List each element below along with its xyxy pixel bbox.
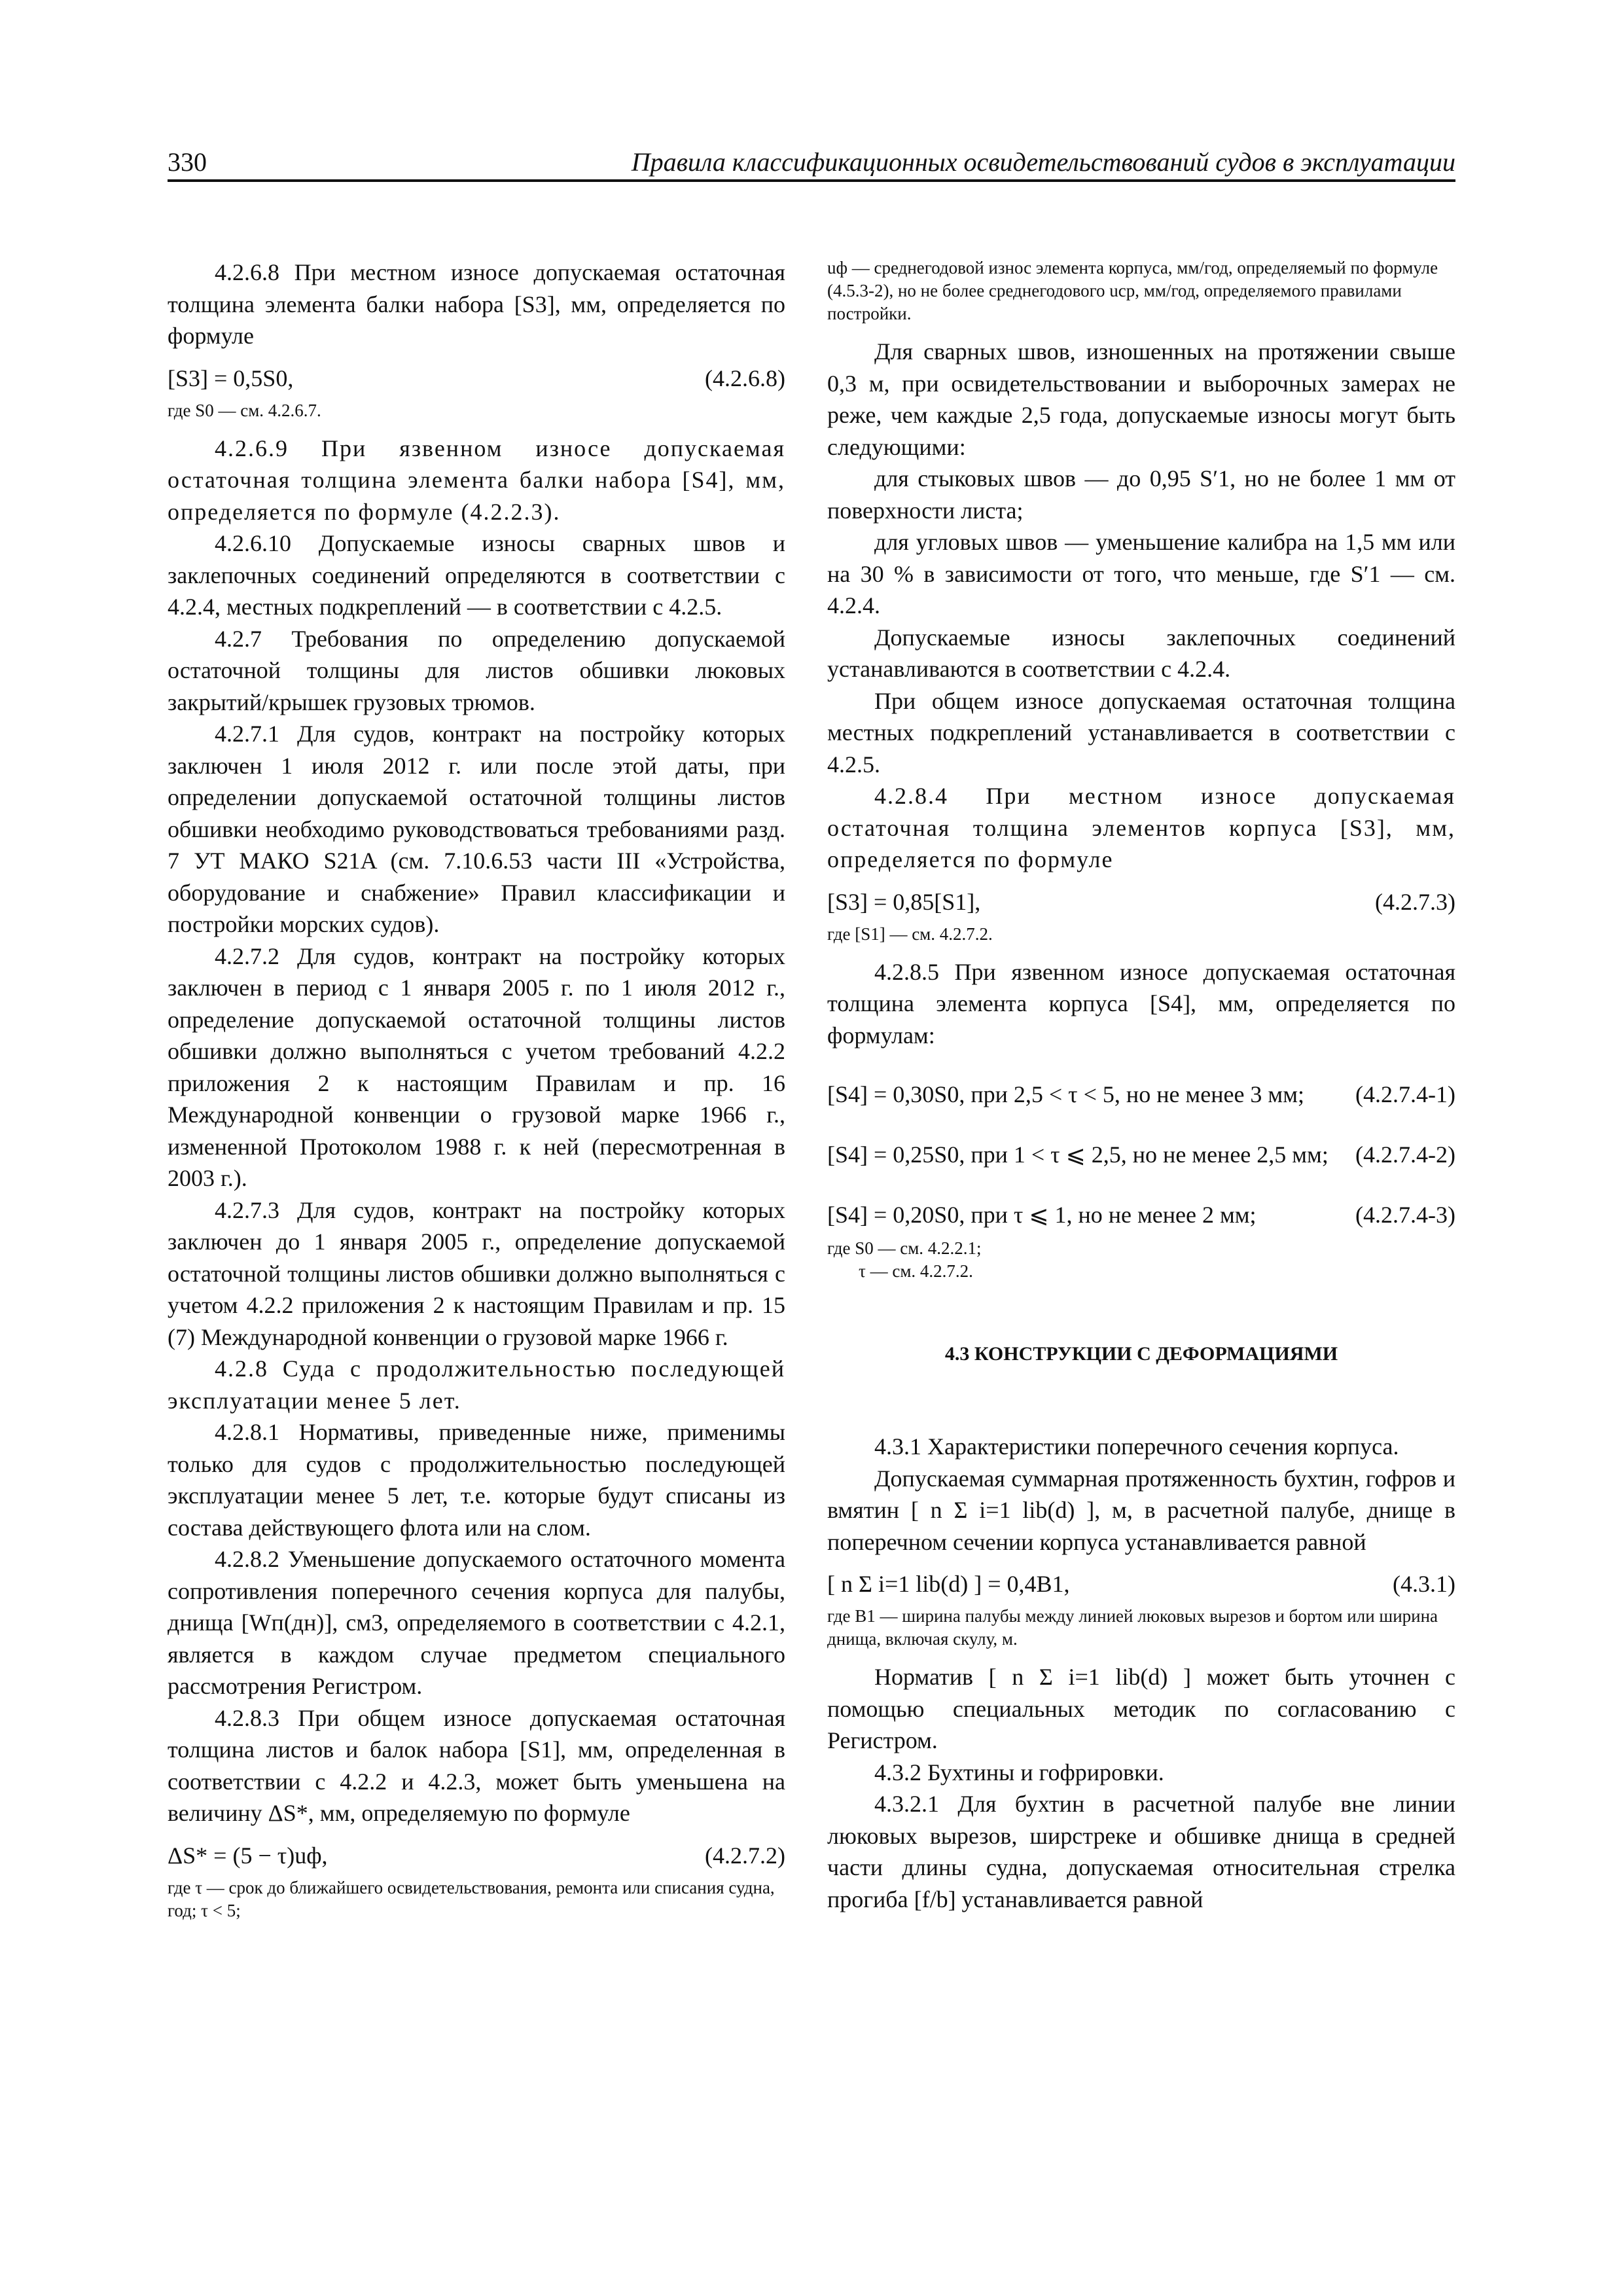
para-4-2-8-2: 4.2.8.2 Уменьшение допускаемого остаточного момента сопротивления поперечного сечения корпуса для палубы, днища [Wп(дн)], см3, определяемого в соответствии с 4.2.1, является в каждом случае предметом специального рассмотрения Регистром. bbox=[168, 1546, 785, 1699]
formula-expression: [S4] = 0,20S0, при τ ⩽ 1, но не менее 2 мм; bbox=[827, 1202, 1257, 1228]
formula-expression: [S3] = 0,5S0, bbox=[168, 365, 294, 391]
formula-4-2-7-4-3 bbox=[827, 1198, 1455, 1232]
para-4-2-7-1: 4.2.7.1 Для судов, контракт на постройку которых заключен 1 июля 2012 г. или после этой даты, при определении допускаемой остаточной толщины листов обшивки необходимо руководствоваться требованиями разд. 7 УТ МАКО S21A (см. 7.10.6.53 части III «Устройства, оборудование и снабжение» Правил классификации и постройки морских судов). bbox=[168, 721, 785, 937]
note-4-2-7-4-b: τ — см. 4.2.7.2. bbox=[859, 1261, 973, 1281]
para-local-stiffeners: При общем износе допускаемая остаточная толщина местных подкреплений устанавливается в соответствии с 4.2.5. bbox=[827, 687, 1455, 778]
para-4-2-7: 4.2.7 Требования по определению допускаемой остаточной толщины для листов обшивки люковых закрытий/крышек грузовых трюмов. bbox=[168, 625, 785, 715]
para-4-2-8-5: 4.2.8.5 При язвенном износе допускаемая остаточная толщина элемента корпуса [S4], мм, определяется по формулам: bbox=[827, 958, 1455, 1049]
note-4-2-7-2: где τ — срок до ближайшего освидетельствования, ремонта или списания судна, год; τ < 5; bbox=[168, 1877, 775, 1920]
note-4-3-1: где B1 — ширина палубы между линией люковых вырезов и бортом или ширина днища, включая скулу, м. bbox=[827, 1606, 1438, 1649]
para-butt-welds: для стыковых швов — до 0,95 S′1, но не более 1 мм от поверхности листа; bbox=[827, 465, 1455, 524]
para-4-2-8: 4.2.8 Суда с продолжительностью последующей эксплуатации менее 5 лет. bbox=[168, 1355, 785, 1414]
note-4-2-7-4-a: где S0 — см. 4.2.2.1; bbox=[827, 1238, 982, 1258]
para-4-2-6-8: 4.2.6.8 При местном износе допускаемая остаточная толщина элемента балки набора [S3], мм, определяется по формуле bbox=[168, 259, 785, 349]
note-u-f: uф — среднегодовой износ элемента корпуса, мм/год, определяемый по формуле (4.5.3-2), но не более среднегодового uср, мм/год, определяемого правилами постройки. bbox=[827, 258, 1438, 323]
formula-4-2-7-2 bbox=[168, 1839, 785, 1873]
formula-number: (4.2.7.4-2) bbox=[1355, 1141, 1455, 1168]
formula-4-2-7-3 bbox=[827, 885, 1455, 919]
section-heading-4-3: 4.3 КОНСТРУКЦИИ С ДЕФОРМАЦИЯМИ bbox=[944, 1343, 1338, 1365]
note-4-2-7-3: где [S1] — см. 4.2.7.2. bbox=[827, 924, 993, 944]
left-column bbox=[168, 257, 785, 1933]
para-4-2-6-9: 4.2.6.9 При язвенном износе допускаемая остаточная толщина элемента балки набора [S4], мм, определяется по формуле (4.2.2.3). bbox=[168, 435, 785, 525]
formula-number: (4.2.7.2) bbox=[705, 1842, 785, 1869]
para-4-2-8-1: 4.2.8.1 Нормативы, приведенные ниже, применимы только для судов с продолжительностью последующей эксплуатации менее 5 лет, т.е. которые будут списаны из состава действующего флота или на слом. bbox=[168, 1419, 785, 1541]
right-column bbox=[827, 257, 1455, 1915]
para-4-3-2: 4.3.2 Бухтины и гофрировки. bbox=[874, 1759, 1164, 1785]
para-4-2-7-3: 4.2.7.3 Для судов, контракт на постройку которых заключен до 1 января 2005 г., определение допускаемой остаточной толщины листов обшивки должно выполняться с учетом 4.2.2 приложения 2 к настоящим Правилам и пр. 15 (7) Международной конвенции о грузовой марке 1966 г. bbox=[168, 1196, 785, 1350]
formula-expression: ΔS* = (5 − τ)uф, bbox=[168, 1842, 328, 1869]
para-4-3-1-norm: Норматив [ n Σ i=1 lib(d) ] может быть уточнен с помощью специальных методик по согласованию с Регистром. bbox=[827, 1664, 1455, 1753]
formula-expression: [S4] = 0,25S0, при 1 < τ ⩽ 2,5, но не менее 2,5 мм; bbox=[827, 1141, 1329, 1168]
formula-4-2-7-4-1 bbox=[827, 1077, 1455, 1111]
para-4-3-2-1: 4.3.2.1 Для бухтин в расчетной палубе вне линии люковых вырезов, ширстреке и обшивке днища в средней части длины судна, допускаемая относительная стрелка прогиба [f/b] устанавливается равной bbox=[827, 1791, 1455, 1912]
formula-4-2-6-8 bbox=[168, 361, 785, 395]
header-rule bbox=[168, 179, 1455, 182]
running-header bbox=[168, 147, 1455, 179]
para-rivets: Допускаемые износы заклепочных соединений устанавливаются в соответствии с 4.2.4. bbox=[827, 624, 1455, 682]
para-4-2-7-2: 4.2.7.2 Для судов, контракт на постройку которых заключен в период с 1 января 2005 г. по 1 июля 2012 г., определение допускаемой остаточной толщины листов обшивки должно выполняться с учетом требований 4.2.2 приложения 2 к настоящим Правилам и пр. 16 Международной конвенции о грузовой марке 1966 г., измененной Протоколом 1988 г. к ней (пересмотренная в 2003 г.). bbox=[168, 942, 785, 1191]
formula-4-3-1 bbox=[827, 1567, 1455, 1601]
para-welds: Для сварных швов, изношенных на протяжении свыше 0,3 м, при освидетельствовании и выборочных замерах не реже, чем каждые 2,5 года, допускаемые износы могут быть следующими: bbox=[827, 338, 1455, 460]
para-4-2-8-4: 4.2.8.4 При местном износе допускаемая остаточная толщина элементов корпуса [S3], мм, определяется по формуле bbox=[827, 783, 1455, 872]
note-4-2-6-8: где S0 — см. 4.2.6.7. bbox=[168, 400, 321, 420]
running-title: Правила классификационных освидетельствований судов в эксплуатации bbox=[631, 147, 1455, 177]
formula-number: (4.2.7.3) bbox=[1375, 888, 1455, 915]
para-4-3-1: 4.3.1 Характеристики поперечного сечения корпуса. bbox=[874, 1433, 1399, 1460]
para-4-2-6-10: 4.2.6.10 Допускаемые износы сварных швов и заклепочных соединений определяются в соответствии с 4.2.4, местных подкреплений — в соответствии с 4.2.5. bbox=[168, 530, 785, 620]
para-4-2-8-3: 4.2.8.3 При общем износе допускаемая остаточная толщина листов и балок набора [S1], мм, определенная в соответствии с 4.2.2 и 4.2.3, может быть уменьшена на величину ΔS*, мм, определяемую по формуле bbox=[168, 1704, 785, 1826]
para-4-3-1-text: Допускаемая суммарная протяженность бухтин, гофров и вмятин [ n Σ i=1 lib(d) ], м, в расчетной палубе, днище в поперечном сечении корпуса устанавливается равной bbox=[827, 1465, 1455, 1555]
formula-number: (4.3.1) bbox=[1393, 1571, 1455, 1597]
formula-expression: [S4] = 0,30S0, при 2,5 < τ < 5, но не менее 3 мм; bbox=[827, 1081, 1304, 1107]
page-number: 330 bbox=[168, 147, 207, 177]
formula-number: (4.2.7.4-1) bbox=[1355, 1081, 1455, 1107]
formula-4-2-7-4-2 bbox=[827, 1138, 1455, 1172]
para-fillet-welds: для угловых швов — уменьшение калибра на 1,5 мм или на 30 % в зависимости от того, что меньше, где S′1 — см. 4.2.4. bbox=[827, 529, 1455, 619]
formula-number: (4.2.7.4-3) bbox=[1355, 1202, 1455, 1228]
formula-expression: [ n Σ i=1 lib(d) ] = 0,4B1, bbox=[827, 1571, 1070, 1597]
formula-expression: [S3] = 0,85[S1], bbox=[827, 888, 981, 915]
formula-number: (4.2.6.8) bbox=[705, 365, 785, 391]
